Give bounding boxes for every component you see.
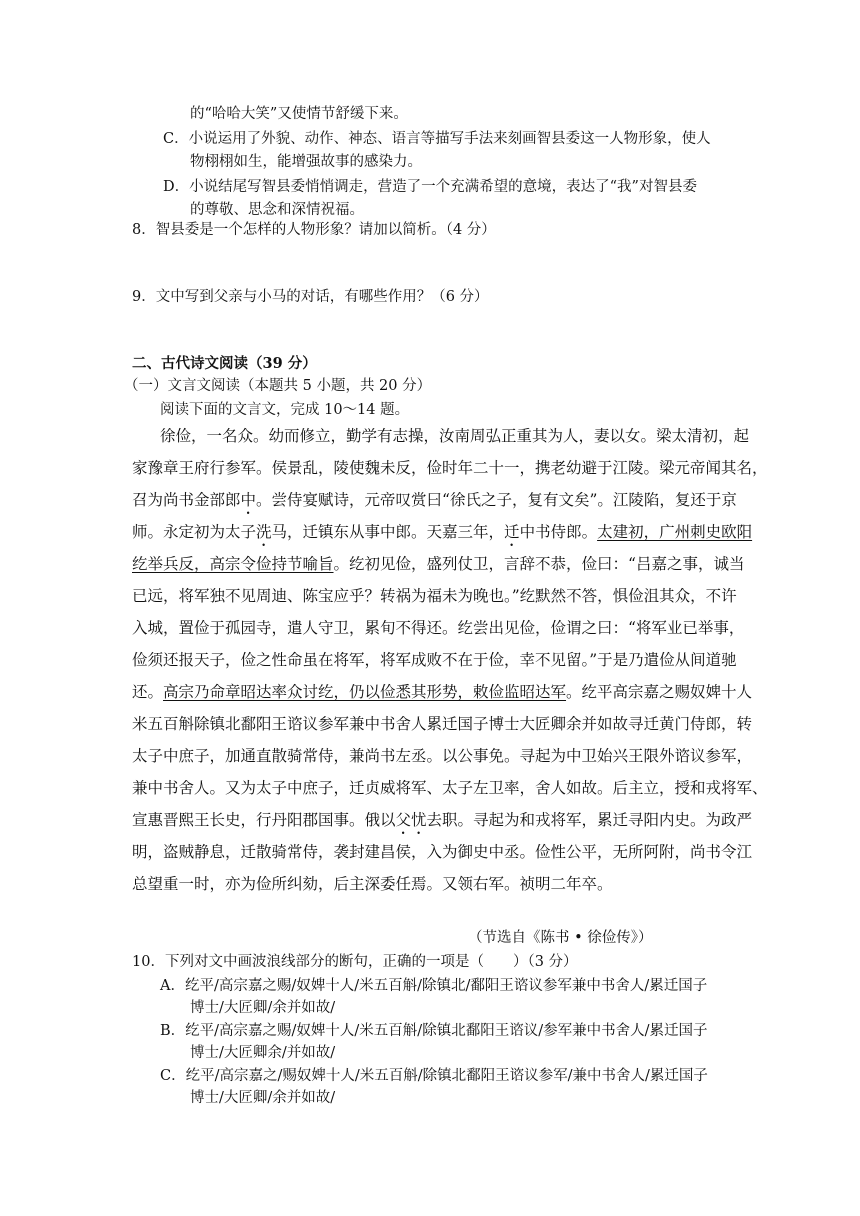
q10-option-a-line-2: 博士/大匠卿/余并如故/ [190,1000,336,1016]
dotted-word: 父忧 [395,811,427,829]
option-d-line-2: 的尊敬、思念和深情祝福。 [190,202,364,218]
passage-line-13: 宣惠晋熙王长史，行丹阳郡国事。俄以父忧去职。寻起为和戎将军，累迁寻阳内史。为政严 [132,811,753,829]
q10-option-c-line-2: 博士/大匠卿/余并如故/ [190,1090,336,1106]
passage-line-6: 已远，将军独不见周迪、陈宝应乎？转祸为福未为晚也。”纥默然不答，惧俭沮其众，不许 [132,587,737,605]
dotted-word: 洗 [256,523,272,541]
question-10-stem: 10．下列对文中画波浪线部分的断句，正确的一项是（ ）（3 分） [132,954,578,970]
passage-line-1: 徐俭，一名众。幼而修立，勤学有志操，汝南周弘正重其为人，妻以女。梁太清初，起 [160,427,750,445]
passage-line-12: 兼中书舍人。又为太子中庶子，迁贞威将军、太子左卫率，舍人如故。后主立，授和戎将军、 [132,779,768,797]
passage-line-7: 入城，置俭于孤园寺，遣人守卫，累旬不得还。纥尝出见俭，俭谓之曰：“将军业已举事， [132,619,745,637]
q10-option-c-line-1: C．纥平/高宗嘉之/赐奴婢十人/米五百斛/除镇北鄱阳王谘议参军/兼中书舍人/累迁国子 [160,1068,708,1084]
underlined-sentence: 高宗乃命章昭达率众讨纥，仍以俭悉其形势，敕俭监昭达军 [163,683,567,701]
underlined-sentence: 太建初，广州刺史欧阳 [597,523,753,541]
option-c-line-1: C．小说运用了外貌、动作、神态、语言等描写手法来刻画智县委这一人物形象，使人 [163,131,711,147]
passage-line-8: 俭须还报天子，俭之性命虽在将军，将军成败不在于俭，幸不见留。”于是乃遣俭从间道驰 [132,651,737,669]
q10-option-a-line-1: A．纥平/高宗嘉之赐/奴婢十人/米五百斛/除镇北/鄱阳王谘议参军兼中书舍人/累迁国子 [160,978,708,994]
dotted-word: 迁 [504,523,520,541]
passage-line-5: 纥举兵反，高宗令俭持节喻旨。纥初见俭，盛列仗卫，言辞不恭，俭曰：“吕嘉之事，诚当 [132,555,745,573]
passage-line-11: 太子中庶子，加通直散骑常侍，兼尚书左丞。以公事免。寻起为中卫始兴王限外谘议参军， [132,747,753,765]
section-title: 二、古代诗文阅读（39 分） [132,355,317,372]
passage-line-2: 家豫章王府行参军。侯景乱，陵使魏未反，俭时年二十一，携老幼避于江陵。梁元帝闻其名， [132,459,768,477]
passage-line-14: 明，盗贼静息，迁散骑常侍，袭封建昌侯，入为御史中丞。俭性公平，无所阿附，尚书令江 [132,843,753,861]
passage-line-3: 召为尚书金部郎中。尝侍宴赋诗，元帝叹赏曰“徐氏之子，复有文矣”。江陵陷，复还于京 [132,491,737,509]
passage-line-4: 师。永定初为太子洗马，迁镇东从事中郎。天嘉三年，迁中书侍郎。太建初，广州刺史欧阳 [132,523,753,541]
dotted-word: 中 [240,491,257,509]
passage-line-9: 还。高宗乃命章昭达率众讨纥，仍以俭悉其形势，敕俭监昭达军。纥平高宗嘉之赐奴婢十人 [132,683,753,701]
option-c-line-2: 物栩栩如生，能增强故事的感染力。 [190,154,422,170]
option-d-line-1: D．小说结尾写智县委悄悄调走，营造了一个充满希望的意境，表达了“我”对智县委 [163,179,697,195]
q10-option-b-line-2: 博士/大匠卿余/并如故/ [190,1045,336,1061]
subsection-title: （一）文言文阅读（本题共 5 小题，共 20 分） [124,378,432,394]
underlined-sentence: 纥举兵反，高宗令俭持节喻旨 [132,555,334,573]
passage-source: （节选自《陈书 • 徐俭传》） [468,930,653,946]
option-b-continuation: 的“哈哈大笑”又使情节舒缓下来。 [190,106,408,122]
passage-line-15: 总望重一时，亦为俭所纠劾，后主深委任焉。又领右军。祯明二年卒。 [132,875,613,893]
reading-instruction: 阅读下面的文言文，完成 10～14 题。 [160,402,410,418]
question-9: 9．文中写到父亲与小马的对话，有哪些作用？（6 分） [132,289,489,305]
q10-option-b-line-1: B．纥平/高宗嘉之赐/奴婢十人/米五百斛/除镇北鄱阳王谘议/参军兼中书舍人/累迁国子 [160,1023,708,1039]
passage-line-10: 米五百斛除镇北鄱阳王谘议参军兼中书舍人累迁国子博士大匠卿余并如故寻迁黄门侍郎，转 [132,715,753,733]
question-8: 8．智县委是一个怎样的人物形象？请加以简析。（4 分） [132,222,496,238]
